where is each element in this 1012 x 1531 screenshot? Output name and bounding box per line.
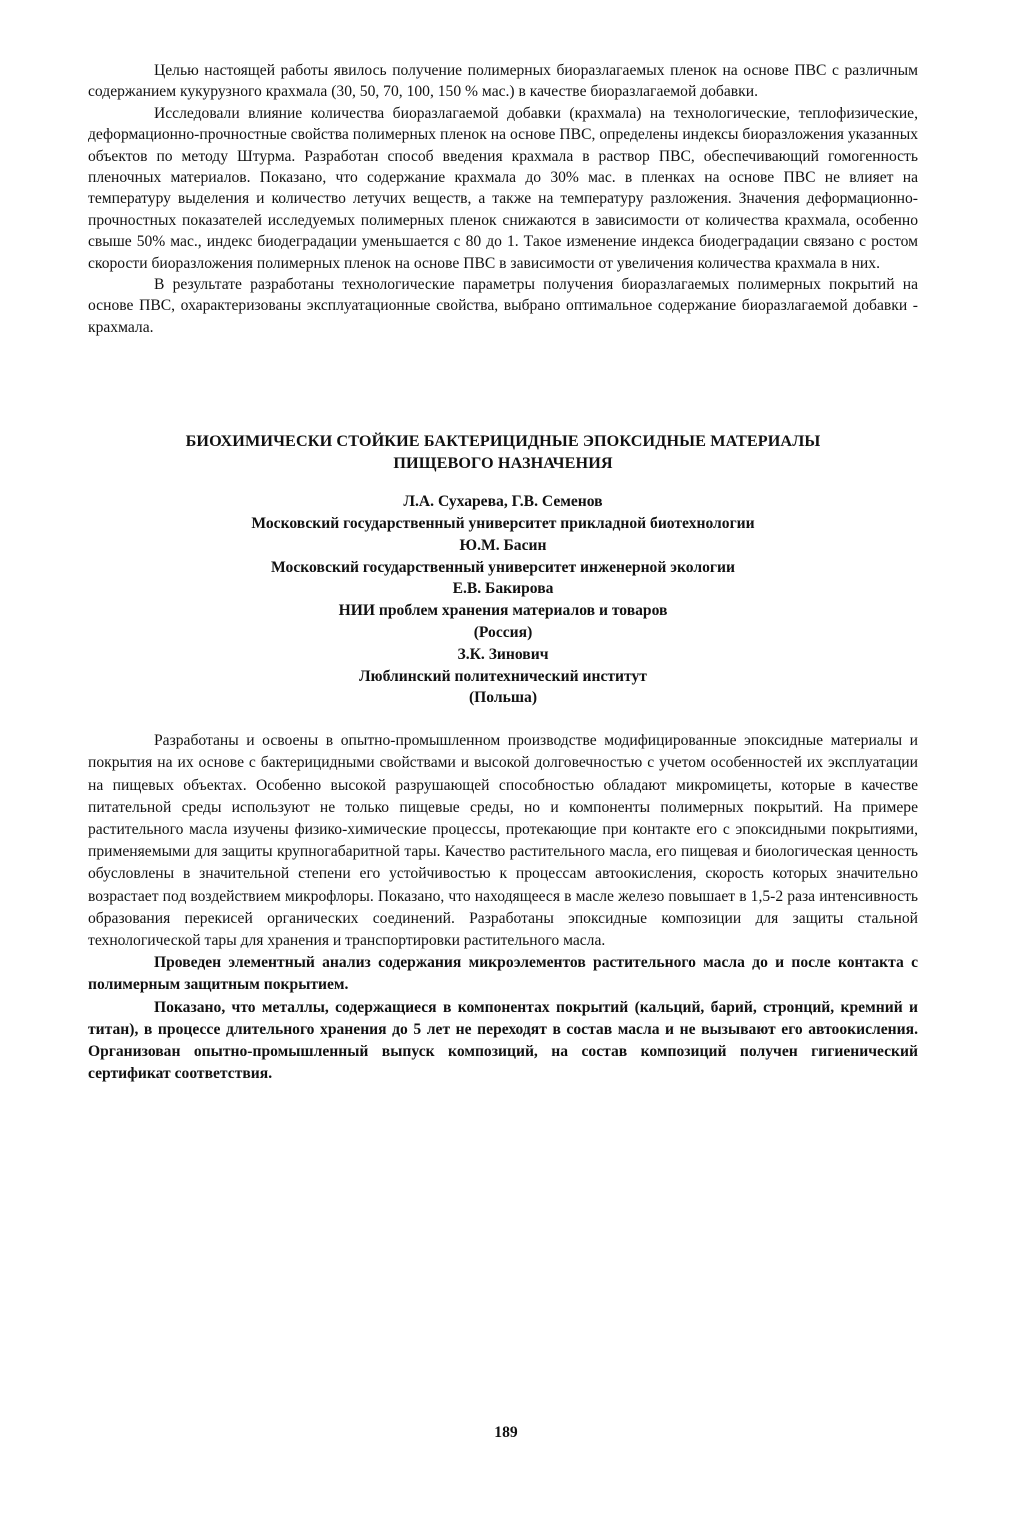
article-body [88, 730, 918, 1085]
affiliation-line-4: Люблинский политехнический институт [359, 667, 647, 685]
article-paragraph-1: Разработаны и освоены в опытно-промышленном производстве модифицированные эпоксидные материалы и покрытия на их основе с бактерицидными свойствами и высокой долговечностью с учетом особенностей их эксплуатации на пищевых объектах. Особенно высокой разрушающей способностью обладают микромицеты, которые в качестве питательной среды используют не только пищевые среды, но и компоненты полимерных покрытий. На примере растительного масла изучены физико-химические процессы, протекающие при контакте его с эпоксидными покрытиями, применяемыми для защиты крупногабаритной тары. Качество растительного масла, его пищевая и биологическая ценность обусловлены в значительной степени его устойчивостью к процессам автоокисления, скорость которых значительно возрастает под воздействием микрофлоры. Показано, что находящееся в масле железо повышает в 1,5-2 раза интенсивность образования перекисей органических соединений. Разработаны эпоксидные композиции для защиты стальной технологической тары для хранения и транспортировки растительного масла. [88, 732, 918, 950]
article-paragraph-3: Показано, что металлы, содержащиеся в компонентах покрытий (кальций, барий, стронций, кремний и титан), в процессе длительного хранения до 5 лет не переходят в состав масла и не вызывают его автоокисления. Организован опытно-промышленный выпуск композиций, на состав композиций получен гигиенический сертификат соответствия. [88, 998, 918, 1083]
country-line-2: (Польша) [468, 689, 538, 707]
authors-line-2: Ю.М. Басин [459, 536, 547, 554]
document-page [88, 60, 918, 1086]
article-title-line-1: БИОХИМИЧЕСКИ СТОЙКИЕ БАКТЕРИЦИДНЫЕ ЭПОКСИДНЫЕ МАТЕРИАЛЫ [185, 432, 821, 451]
article-title [88, 430, 918, 474]
article-paragraph-2: Проведен элементный анализ содержания микроэлементов растительного масла до и после контакта с полимерным защитным покрытием. [88, 954, 918, 994]
intro-paragraph-1: Целью настоящей работы явилось получение полимерных биоразлагаемых пленок на основе ПВС с различным содержанием кукурузного крахмала (30, 50, 70, 100, 150 % мас.) в качестве биоразлагаемой добавки. [88, 62, 918, 101]
affiliation-line-1: Московский государственный университет прикладной биотехнологии [251, 515, 755, 533]
authors-line-4: З.К. Зинович [457, 645, 549, 663]
page-number: 189 [494, 1424, 518, 1441]
intro-paragraph-3: В результате разработаны технологические параметры получения биоразлагаемых полимерных покрытий на основе ПВС, охарактеризованы эксплуатационные свойства, выбрано оптимальное содержание биоразлагаемой добавки - крахмала. [88, 276, 918, 336]
intro-section [88, 60, 918, 338]
section-spacer [88, 709, 918, 730]
section-spacer [88, 338, 918, 430]
article-title-line-2: ПИЩЕВОГО НАЗНАЧЕНИЯ [393, 454, 613, 473]
affiliation-line-2: Московский государственный университет инженерной экологии [271, 558, 735, 576]
authors-line-3: Е.В. Бакирова [452, 580, 554, 598]
intro-paragraph-2: Исследовали влияние количества биоразлагаемой добавки (крахмала) на технологические, теплофизические, деформационно-прочностные свойства полимерных пленок на основе ПВС, определены индексы биоразложения указанных объектов по методу Штурма. Разработан способ введения крахмала в раствор ПВС, обеспечивающий гомогенность пленочных материалов. Показано, что содержание крахмала до 30% мас. в пленках на основе ПВС не влияет на температуру выделения и количество летучих веществ, а также на температуру разложения. Значения деформационно-прочностных показателей исследуемых полимерных пленок снижаются в зависимости от количества крахмала, особенно свыше 50% мас., индекс биодеградации уменьшается с 80 до 1. Такое изменение индекса биодеградации связано с ростом скорости биоразложения полимерных пленок на основе ПВС в зависимости от увеличения количества крахмала в них. [88, 104, 918, 272]
authors-line-1: Л.А. Сухарева, Г.В. Семенов [403, 493, 603, 511]
country-line-1: (Россия) [473, 624, 533, 642]
affiliation-line-3: НИИ проблем хранения материалов и товаров [338, 602, 668, 620]
authors-block [88, 491, 918, 709]
